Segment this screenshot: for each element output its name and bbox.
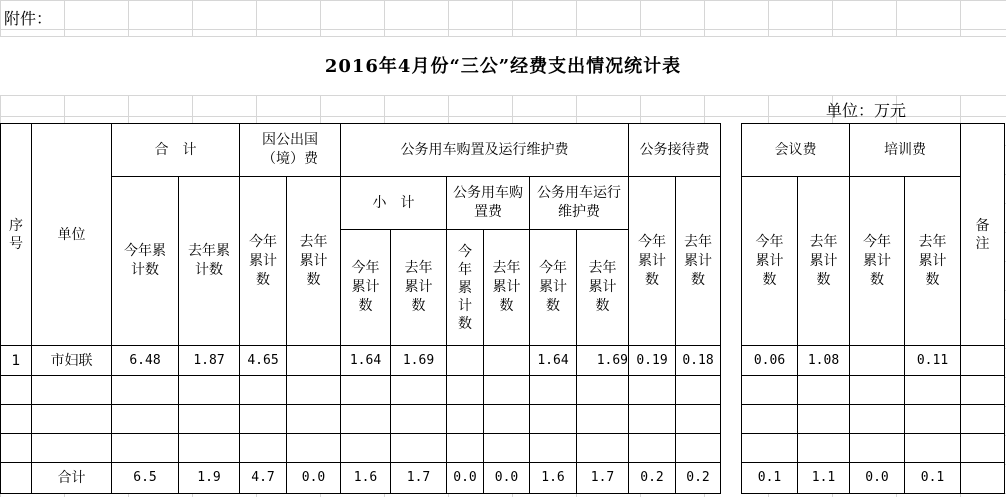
cell-value: 1.69 bbox=[391, 346, 447, 377]
header-training: 培训费 bbox=[850, 124, 961, 177]
cell-value bbox=[530, 405, 577, 434]
total-value: 6.5 bbox=[112, 463, 179, 494]
header-subtotal-this-year: 今年累计数 bbox=[341, 230, 391, 346]
header-total-this-year: 今年累计数 bbox=[112, 177, 179, 346]
cell-value bbox=[391, 434, 447, 463]
total-value: 0.0 bbox=[447, 463, 484, 494]
header-maintenance-last-year: 去年累计数 bbox=[577, 230, 629, 346]
cell-value bbox=[484, 434, 530, 463]
cell-remark bbox=[961, 405, 1005, 434]
cell-value: 1.08 bbox=[798, 346, 850, 377]
header-seq: 序号 bbox=[1, 124, 32, 346]
cell-value bbox=[240, 405, 287, 434]
total-value: 0.0 bbox=[484, 463, 530, 494]
cell-seq: 1 bbox=[1, 346, 32, 377]
cell-value bbox=[850, 376, 905, 405]
cell-value bbox=[850, 434, 905, 463]
table-row bbox=[1, 346, 1005, 377]
cell-value bbox=[179, 434, 240, 463]
header-vehicle: 公务用车购置及运行维护费 bbox=[341, 124, 629, 177]
cell-value bbox=[484, 346, 530, 377]
cell-unit: 市妇联 bbox=[32, 346, 112, 377]
cell-value bbox=[112, 376, 179, 405]
cell-value bbox=[112, 434, 179, 463]
total-seq-cell bbox=[1, 463, 32, 494]
cell-value bbox=[179, 376, 240, 405]
cell-value bbox=[447, 405, 484, 434]
attachment-label: 附件： bbox=[4, 9, 53, 28]
cell-value bbox=[798, 434, 850, 463]
cell-value bbox=[742, 405, 798, 434]
cell-value: 1.87 bbox=[179, 346, 240, 377]
header-training-last-year: 去年累计数 bbox=[905, 177, 961, 346]
header-meeting-this-year: 今年累计数 bbox=[742, 177, 798, 346]
cell-value bbox=[341, 405, 391, 434]
unit-label: 单位：万元 bbox=[826, 101, 907, 120]
spacer-cell bbox=[721, 463, 742, 494]
cell-remark bbox=[961, 434, 1005, 463]
cell-value bbox=[577, 376, 629, 405]
cell-seq bbox=[1, 434, 32, 463]
cell-value bbox=[676, 434, 721, 463]
cell-value: 0.19 bbox=[629, 346, 676, 377]
spacer-cell bbox=[721, 376, 742, 405]
header-meeting: 会议费 bbox=[742, 124, 850, 177]
cell-value bbox=[905, 405, 961, 434]
cell-value bbox=[629, 376, 676, 405]
cell-value: 6.48 bbox=[112, 346, 179, 377]
total-label: 合计 bbox=[32, 463, 112, 494]
total-value: 0.2 bbox=[629, 463, 676, 494]
cell-value bbox=[287, 376, 341, 405]
header-vehicle-maintenance: 公务用车运行维护费 bbox=[530, 177, 629, 230]
page-title: 2016年4月份“三公”经费支出情况统计表 bbox=[324, 56, 682, 77]
total-row bbox=[1, 463, 1005, 494]
cell-value bbox=[240, 376, 287, 405]
cell-value bbox=[287, 405, 341, 434]
cell-value: 0.06 bbox=[742, 346, 798, 377]
total-value: 1.7 bbox=[577, 463, 629, 494]
header-reception-last-year: 去年累计数 bbox=[676, 177, 721, 346]
total-value: 1.9 bbox=[179, 463, 240, 494]
cell-value bbox=[798, 376, 850, 405]
header-reception-this-year: 今年累计数 bbox=[629, 177, 676, 346]
cell-unit bbox=[32, 376, 112, 405]
cell-value bbox=[530, 434, 577, 463]
header-abroad-this-year: 今年累计数 bbox=[240, 177, 287, 346]
header-vehicle-subtotal: 小 计 bbox=[341, 177, 447, 230]
cell-value bbox=[850, 346, 905, 377]
expense-table-body bbox=[0, 375, 1005, 494]
cell-value bbox=[112, 405, 179, 434]
cell-value: 1.69 bbox=[577, 346, 629, 377]
cell-value: 1.64 bbox=[341, 346, 391, 377]
cell-value bbox=[676, 376, 721, 405]
cell-value bbox=[484, 376, 530, 405]
cell-remark bbox=[961, 346, 1005, 377]
cell-value bbox=[676, 405, 721, 434]
header-abroad: 因公出国（境）费 bbox=[240, 124, 341, 177]
cell-value bbox=[905, 376, 961, 405]
header-total: 合 计 bbox=[112, 124, 240, 177]
header-maintenance-this-year: 今年累计数 bbox=[530, 230, 577, 346]
cell-unit bbox=[32, 405, 112, 434]
cell-value bbox=[629, 434, 676, 463]
cell-value bbox=[287, 434, 341, 463]
spacer-cell bbox=[721, 434, 742, 463]
cell-value bbox=[447, 346, 484, 377]
cell-value bbox=[530, 376, 577, 405]
cell-value bbox=[391, 405, 447, 434]
cell-value bbox=[179, 405, 240, 434]
header-abroad-last-year: 去年累计数 bbox=[287, 177, 341, 346]
cell-value bbox=[391, 376, 447, 405]
header-reception: 公务接待费 bbox=[629, 124, 721, 177]
cell-seq bbox=[1, 376, 32, 405]
cell-value bbox=[577, 434, 629, 463]
cell-value: 1.64 bbox=[530, 346, 577, 377]
header-training-this-year: 今年累计数 bbox=[850, 177, 905, 346]
header-remark: 备注 bbox=[961, 124, 1005, 346]
table-row bbox=[1, 376, 1005, 405]
cell-value bbox=[850, 405, 905, 434]
header-purchase-this-year: 今年累计数 bbox=[447, 230, 484, 346]
cell-value bbox=[447, 434, 484, 463]
spacer-column bbox=[721, 124, 742, 377]
total-value: 0.0 bbox=[850, 463, 905, 494]
cell-value: 4.65 bbox=[240, 346, 287, 377]
cell-value bbox=[341, 376, 391, 405]
total-value: 0.0 bbox=[287, 463, 341, 494]
cell-value bbox=[341, 434, 391, 463]
cell-unit bbox=[32, 434, 112, 463]
cell-value bbox=[577, 405, 629, 434]
cell-value bbox=[287, 346, 341, 377]
cell-remark bbox=[961, 376, 1005, 405]
cell-value: 0.11 bbox=[905, 346, 961, 377]
total-value: 1.6 bbox=[530, 463, 577, 494]
total-value: 0.1 bbox=[905, 463, 961, 494]
cell-value bbox=[484, 405, 530, 434]
total-value: 1.6 bbox=[341, 463, 391, 494]
cell-value bbox=[742, 434, 798, 463]
total-remark bbox=[961, 463, 1005, 494]
table-row bbox=[1, 434, 1005, 463]
header-meeting-last-year: 去年累计数 bbox=[798, 177, 850, 346]
cell-value bbox=[905, 434, 961, 463]
cell-value bbox=[742, 376, 798, 405]
header-unit: 单位 bbox=[32, 124, 112, 346]
total-value: 0.2 bbox=[676, 463, 721, 494]
cell-value bbox=[629, 405, 676, 434]
cell-value bbox=[798, 405, 850, 434]
cell-value: 0.18 bbox=[676, 346, 721, 377]
expense-table bbox=[0, 123, 1005, 377]
header-purchase-last-year: 去年累计数 bbox=[484, 230, 530, 346]
total-value: 4.7 bbox=[240, 463, 287, 494]
header-total-last-year: 去年累计数 bbox=[179, 177, 240, 346]
spacer-cell bbox=[721, 405, 742, 434]
cell-value bbox=[447, 376, 484, 405]
total-value: 1.1 bbox=[798, 463, 850, 494]
cell-seq bbox=[1, 405, 32, 434]
table-row bbox=[1, 405, 1005, 434]
cell-value bbox=[240, 434, 287, 463]
total-value: 0.1 bbox=[742, 463, 798, 494]
header-subtotal-last-year: 去年累计数 bbox=[391, 230, 447, 346]
total-value: 1.7 bbox=[391, 463, 447, 494]
header-vehicle-purchase: 公务用车购置费 bbox=[447, 177, 530, 230]
